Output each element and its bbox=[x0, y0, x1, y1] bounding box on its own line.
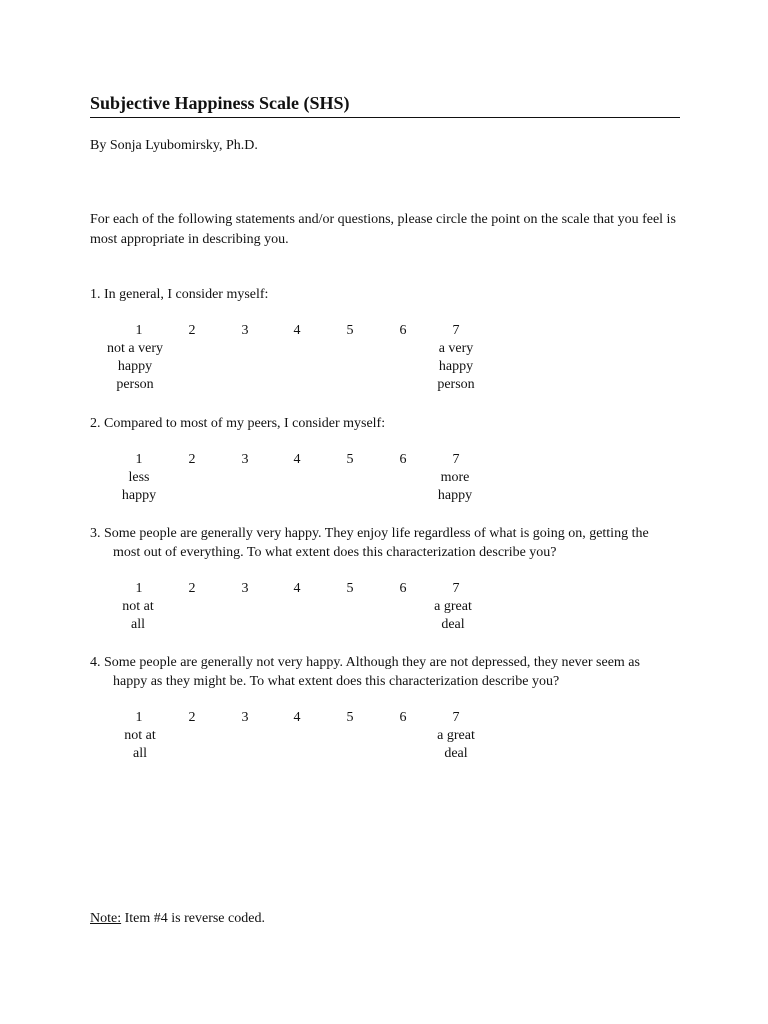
anchor-line: not at bbox=[124, 728, 156, 743]
note-text: Item #4 is reverse coded. bbox=[121, 911, 265, 926]
low-anchor-label bbox=[80, 340, 190, 394]
scale-point-5[interactable]: 5 bbox=[346, 710, 354, 725]
scale-point-5[interactable]: 5 bbox=[346, 581, 354, 596]
anchor-line: not a very bbox=[107, 341, 163, 356]
anchor-line: person bbox=[437, 377, 475, 392]
scale-point-5[interactable]: 5 bbox=[346, 323, 354, 338]
high-anchor-label bbox=[401, 727, 511, 763]
question-text-line: happy as they might be. To what extent does this characterization describe you? bbox=[113, 674, 560, 689]
anchor-line: a very bbox=[438, 341, 474, 356]
scale-point-4[interactable]: 4 bbox=[293, 581, 301, 596]
scale-point-3[interactable]: 3 bbox=[241, 710, 249, 725]
low-anchor-label bbox=[84, 469, 194, 505]
scale-point-2[interactable]: 2 bbox=[188, 452, 196, 467]
anchor-line: deal bbox=[444, 746, 468, 761]
anchor-line: person bbox=[116, 377, 154, 392]
scale-point-6[interactable]: 6 bbox=[399, 323, 407, 338]
question-text-line: 2. Compared to most of my peers, I consider myself: bbox=[90, 416, 386, 431]
scale-point-1[interactable]: 1 bbox=[135, 581, 143, 596]
scale-point-2[interactable]: 2 bbox=[188, 710, 196, 725]
anchor-line: more bbox=[440, 470, 470, 485]
scale-point-6[interactable]: 6 bbox=[399, 581, 407, 596]
question-text-line: 3. Some people are generally very happy. They enjoy life regardless of what is going on, getting the bbox=[90, 526, 649, 541]
note-label: Note: bbox=[90, 911, 122, 926]
question-text-line: 1. In general, I consider myself: bbox=[90, 287, 269, 302]
anchor-line: all bbox=[131, 617, 145, 632]
question-2 bbox=[90, 414, 690, 433]
scale-point-1[interactable]: 1 bbox=[135, 710, 143, 725]
instructions-text: For each of the following statements and/or questions, please circle the point on the scale that you feel is most appropriate in describing you. bbox=[90, 212, 676, 247]
high-anchor-label bbox=[400, 469, 510, 505]
scale-point-3[interactable]: 3 bbox=[241, 452, 249, 467]
scale-point-4[interactable]: 4 bbox=[293, 710, 301, 725]
high-anchor-label bbox=[398, 598, 508, 634]
author-byline: By Sonja Lyubomirsky, Ph.D. bbox=[90, 138, 258, 153]
low-anchor-label bbox=[83, 598, 193, 634]
scale-point-6[interactable]: 6 bbox=[399, 710, 407, 725]
scale-point-1[interactable]: 1 bbox=[135, 452, 143, 467]
question-1 bbox=[90, 285, 690, 304]
scale-point-3[interactable]: 3 bbox=[241, 581, 249, 596]
document-title: Subjective Happiness Scale (SHS) bbox=[90, 93, 350, 113]
scale-point-7[interactable]: 7 bbox=[452, 581, 460, 596]
question-text-line: 4. Some people are generally not very happy. Although they are not depressed, they never seem as bbox=[90, 655, 640, 670]
scale-point-3[interactable]: 3 bbox=[241, 323, 249, 338]
scale-point-2[interactable]: 2 bbox=[188, 581, 196, 596]
low-anchor-label bbox=[85, 727, 195, 763]
anchor-line: happy bbox=[121, 488, 157, 503]
anchor-line: happy bbox=[437, 488, 473, 503]
scale-point-7[interactable]: 7 bbox=[452, 323, 460, 338]
scale-point-2[interactable]: 2 bbox=[188, 323, 196, 338]
anchor-line: less bbox=[128, 470, 150, 485]
anchor-line: not at bbox=[122, 599, 154, 614]
question-text-line: most out of everything. To what extent does this characterization describe you? bbox=[113, 545, 557, 560]
scale-point-5[interactable]: 5 bbox=[346, 452, 354, 467]
scale-point-6[interactable]: 6 bbox=[399, 452, 407, 467]
scale-point-7[interactable]: 7 bbox=[452, 710, 460, 725]
question-3 bbox=[90, 524, 690, 562]
anchor-line: happy bbox=[117, 359, 153, 374]
scale-point-4[interactable]: 4 bbox=[293, 323, 301, 338]
anchor-line: a great bbox=[434, 599, 472, 614]
scale-point-1[interactable]: 1 bbox=[135, 323, 143, 338]
footnote bbox=[90, 911, 265, 927]
anchor-line: happy bbox=[438, 359, 474, 374]
question-4 bbox=[90, 653, 690, 691]
anchor-line: all bbox=[133, 746, 147, 761]
anchor-line: a great bbox=[437, 728, 475, 743]
title-divider bbox=[90, 117, 680, 118]
high-anchor-label bbox=[401, 340, 511, 394]
scale-point-4[interactable]: 4 bbox=[293, 452, 301, 467]
scale-point-7[interactable]: 7 bbox=[452, 452, 460, 467]
anchor-line: deal bbox=[441, 617, 465, 632]
